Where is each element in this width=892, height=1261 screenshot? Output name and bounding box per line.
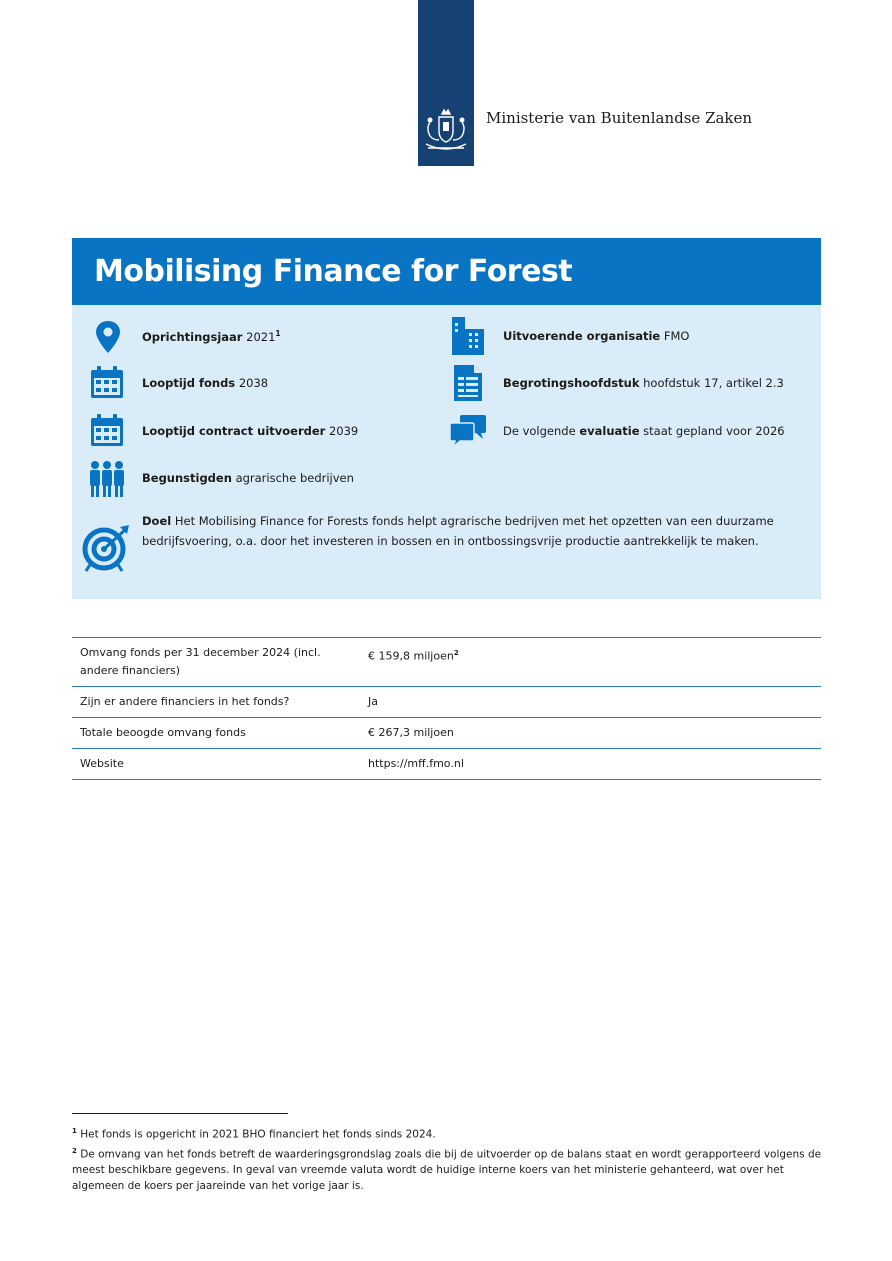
footnote-mark: 2	[72, 1146, 77, 1155]
contract-duration-label: Looptijd contract uitvoerder	[142, 424, 326, 438]
title-banner	[72, 238, 821, 305]
people-icon	[88, 459, 126, 499]
fund-size-value: € 159,8 miljoen	[368, 649, 454, 663]
calendar-icon	[89, 366, 125, 400]
evaluation-prefix: De volgende	[503, 424, 576, 438]
table-cell-label: Website	[80, 757, 124, 770]
footnote-divider	[72, 1113, 288, 1114]
fund-duration	[142, 376, 268, 390]
table-cell-value: Ja	[368, 695, 378, 708]
table-cell-value	[360, 638, 821, 687]
fund-details-table	[72, 637, 821, 780]
ministry-name: Ministerie van Buitenlandse Zaken	[486, 109, 753, 127]
fund-duration-value: 2038	[238, 376, 269, 390]
founding-year-value: 2021	[246, 329, 276, 344]
budget-chapter-value: hoofdstuk 17, artikel 2.3	[643, 376, 784, 390]
footnote-ref-2: 2	[453, 649, 459, 657]
table-row	[72, 638, 821, 687]
founding-year	[142, 329, 281, 344]
table-cell-label: Omvang fonds per 31 december 2024 (incl. andere financiers)	[80, 646, 321, 677]
evaluation-label: evaluatie	[579, 424, 640, 438]
location-pin-icon	[93, 319, 123, 355]
budget-chapter-label: Begrotingshoofdstuk	[503, 376, 640, 390]
target-icon	[82, 523, 132, 573]
executing-organisation	[503, 329, 689, 343]
fund-duration-label: Looptijd fonds	[142, 376, 236, 390]
government-logo-bar	[418, 0, 474, 166]
calendar-icon	[89, 414, 125, 448]
beneficiaries-value: agrarische bedrijven	[235, 471, 354, 485]
footnote-mark: 1	[72, 1127, 77, 1135]
evaluation-suffix: staat gepland voor 2026	[643, 424, 785, 438]
beneficiaries	[142, 471, 354, 485]
document-icon	[452, 363, 484, 403]
footnotes	[72, 1123, 824, 1194]
contract-duration	[142, 424, 358, 438]
budget-chapter	[503, 376, 784, 390]
contract-duration-value: 2039	[328, 424, 359, 438]
info-panel	[72, 305, 821, 599]
footnote-text: Het fonds is opgericht in 2021 BHO financiert het fonds sinds 2024.	[80, 1128, 436, 1141]
building-icon	[450, 317, 486, 357]
executing-organisation-value: FMO	[663, 329, 690, 343]
table-row	[72, 718, 821, 749]
footnote-2	[72, 1143, 824, 1195]
goal-description	[142, 511, 782, 551]
footnote-text: De omvang van het fonds betreft de waarderingsgrondslag zoals die bij de uitvoerder op de balans staat en wordt gerapporteerd volgens de meest beschikbare gegevens. In geval van vreemde valuta wordt de huidige interne koers van het ministerie gehanteerd, wat over het algemeen de koers per jaareinde van het vorige jaar is.	[72, 1148, 822, 1192]
table-row	[72, 749, 821, 780]
beneficiaries-label: Begunstigden	[142, 471, 232, 485]
speech-bubbles-icon	[448, 413, 488, 449]
goal-text: Het Mobilising Finance for Forests fonds helpt agrarische bedrijven met het opzetten van een duurzame bedrijfsvoering, o.a. door het investeren in bossen en in ontbossingsvrije productie aantrekkelijk te maken.	[142, 514, 774, 548]
footnote-1	[72, 1123, 824, 1143]
coat-of-arms-icon	[422, 108, 470, 152]
executing-organisation-label: Uitvoerende organisatie	[503, 329, 661, 343]
website-link[interactable]: https://mff.fmo.nl	[368, 757, 464, 770]
table-cell-label: Totale beoogde omvang fonds	[80, 726, 246, 739]
page-title: Mobilising Finance for Forest	[94, 254, 573, 289]
footnote-ref-1: 1	[275, 329, 281, 338]
next-evaluation	[503, 424, 785, 438]
goal-label: Doel	[142, 514, 172, 528]
table-row	[72, 687, 821, 718]
founding-year-label: Oprichtingsjaar	[142, 329, 243, 344]
table-cell-value: € 267,3 miljoen	[368, 726, 454, 739]
table-cell-label: Zijn er andere financiers in het fonds?	[80, 695, 290, 708]
